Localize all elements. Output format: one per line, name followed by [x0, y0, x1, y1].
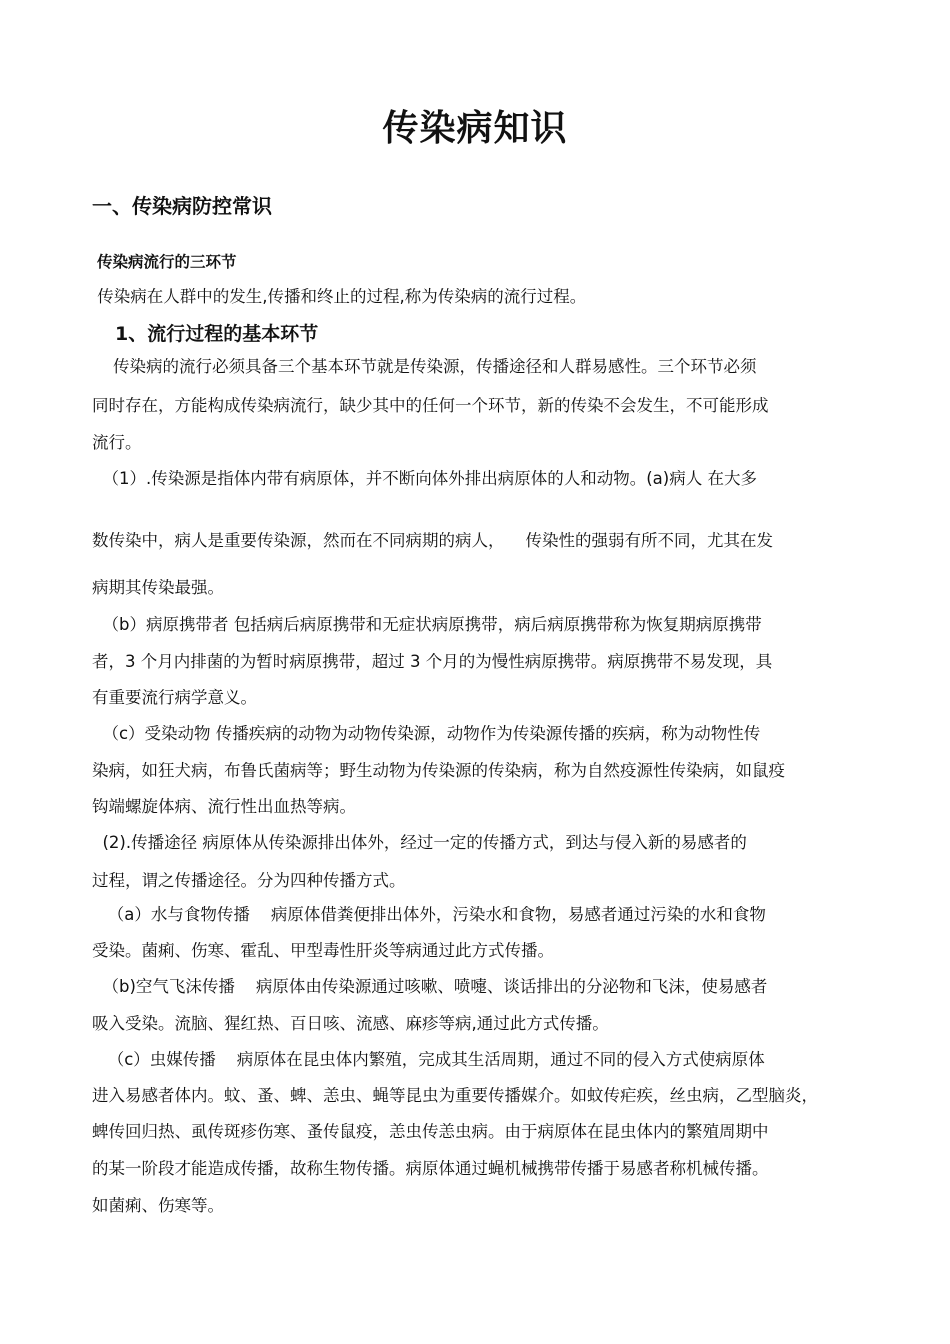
subheading: 传染病流行的三环节	[97, 253, 237, 271]
paragraph-line: 染病，如狂犬病，布鲁氏菌病等；野生动物为传染源的传染病，称为自然疫源性传染病，如鼠疫	[92, 761, 785, 780]
paragraph-line: 有重要流行病学意义。	[92, 688, 257, 707]
paragraph-line: （b)空气飞沫传播 病原体由传染源通过咳嗽、喷嚏、谈话排出的分泌物和飞沫，使易感者	[92, 977, 768, 996]
paragraph-line: 过程，谓之传播途径。分为四种传播方式。	[92, 871, 406, 890]
paragraph-line: 受染。菌痢、伤寒、霍乱、甲型毒性肝炎等病通过此方式传播。	[92, 941, 554, 960]
paragraph-line: 钩端螺旋体病、流行性出血热等病。	[92, 797, 356, 816]
paragraph-line: 吸入受染。流脑、猩红热、百日咳、流感、麻疹等病,通过此方式传播。	[92, 1014, 609, 1033]
paragraph-line: 传染病在人群中的发生,传播和终止的过程,称为传染病的流行过程。	[92, 287, 587, 306]
paragraph-line: （c）受染动物 传播疾病的动物为动物传染源，动物作为传染源传播的疾病，称为动物性传	[92, 724, 761, 743]
paragraph-line: 者，3 个月内排菌的为暂时病原携带，超过 3 个月的为慢性病原携带。病原携带不易发现，具	[92, 652, 773, 671]
paragraph-line: 传染病的流行必须具备三个基本环节就是传染源，传播途径和人群易感性。三个环节必须	[92, 357, 757, 376]
paragraph-line: 流行。	[92, 433, 142, 452]
paragraph-line: 进入易感者体内。蚊、蚤、蜱、恙虫、蝇等昆虫为重要传播媒介。如蚊传疟疾，丝虫病，乙型脑炎，	[92, 1086, 818, 1105]
paragraph-line: 如菌痢、伤寒等。	[92, 1196, 224, 1215]
paragraph-line: （b）病原携带者 包括病后病原携带和无症状病原携带，病后病原携带称为恢复期病原携带	[92, 615, 762, 634]
paragraph-line: （1）.传染源是指体内带有病原体，并不断向体外排出病原体的人和动物。(a)病人 在大多	[92, 469, 757, 488]
paragraph-line: （a）水与食物传播 病原体借粪便排出体外，污染水和食物，易感者通过污染的水和食物	[92, 905, 766, 924]
section-heading: 一、传染病防控常识	[92, 194, 272, 218]
document-title: 传染病知识	[382, 108, 568, 149]
paragraph-line: 的某一阶段才能造成传播，故称生物传播。病原体通过蝇机械携带传播于易感者称机械传播。	[92, 1159, 769, 1178]
paragraph-line: （c）虫媒传播 病原体在昆虫体内繁殖，完成其生活周期，通过不同的侵入方式使病原体	[92, 1050, 765, 1069]
paragraph-line: 蜱传回归热、虱传斑疹伤寒、蚤传鼠疫，恙虫传恙虫病。由于病原体在昆虫体内的繁殖周期中	[92, 1122, 769, 1141]
paragraph-line: 同时存在，方能构成传染病流行，缺少其中的任何一个环节，新的传染不会发生，不可能形成	[92, 396, 769, 415]
subsection-heading: 1、流行过程的基本环节	[115, 323, 319, 345]
paragraph-line: (2).传播途径 病原体从传染源排出体外，经过一定的传播方式，到达与侵入新的易感者的	[92, 833, 747, 852]
paragraph-line: 病期其传染最强。	[92, 578, 224, 597]
paragraph-line: 数传染中，病人是重要传染源，然而在不同病期的病人， 传染性的强弱有所不同，尤其在发	[92, 531, 773, 550]
